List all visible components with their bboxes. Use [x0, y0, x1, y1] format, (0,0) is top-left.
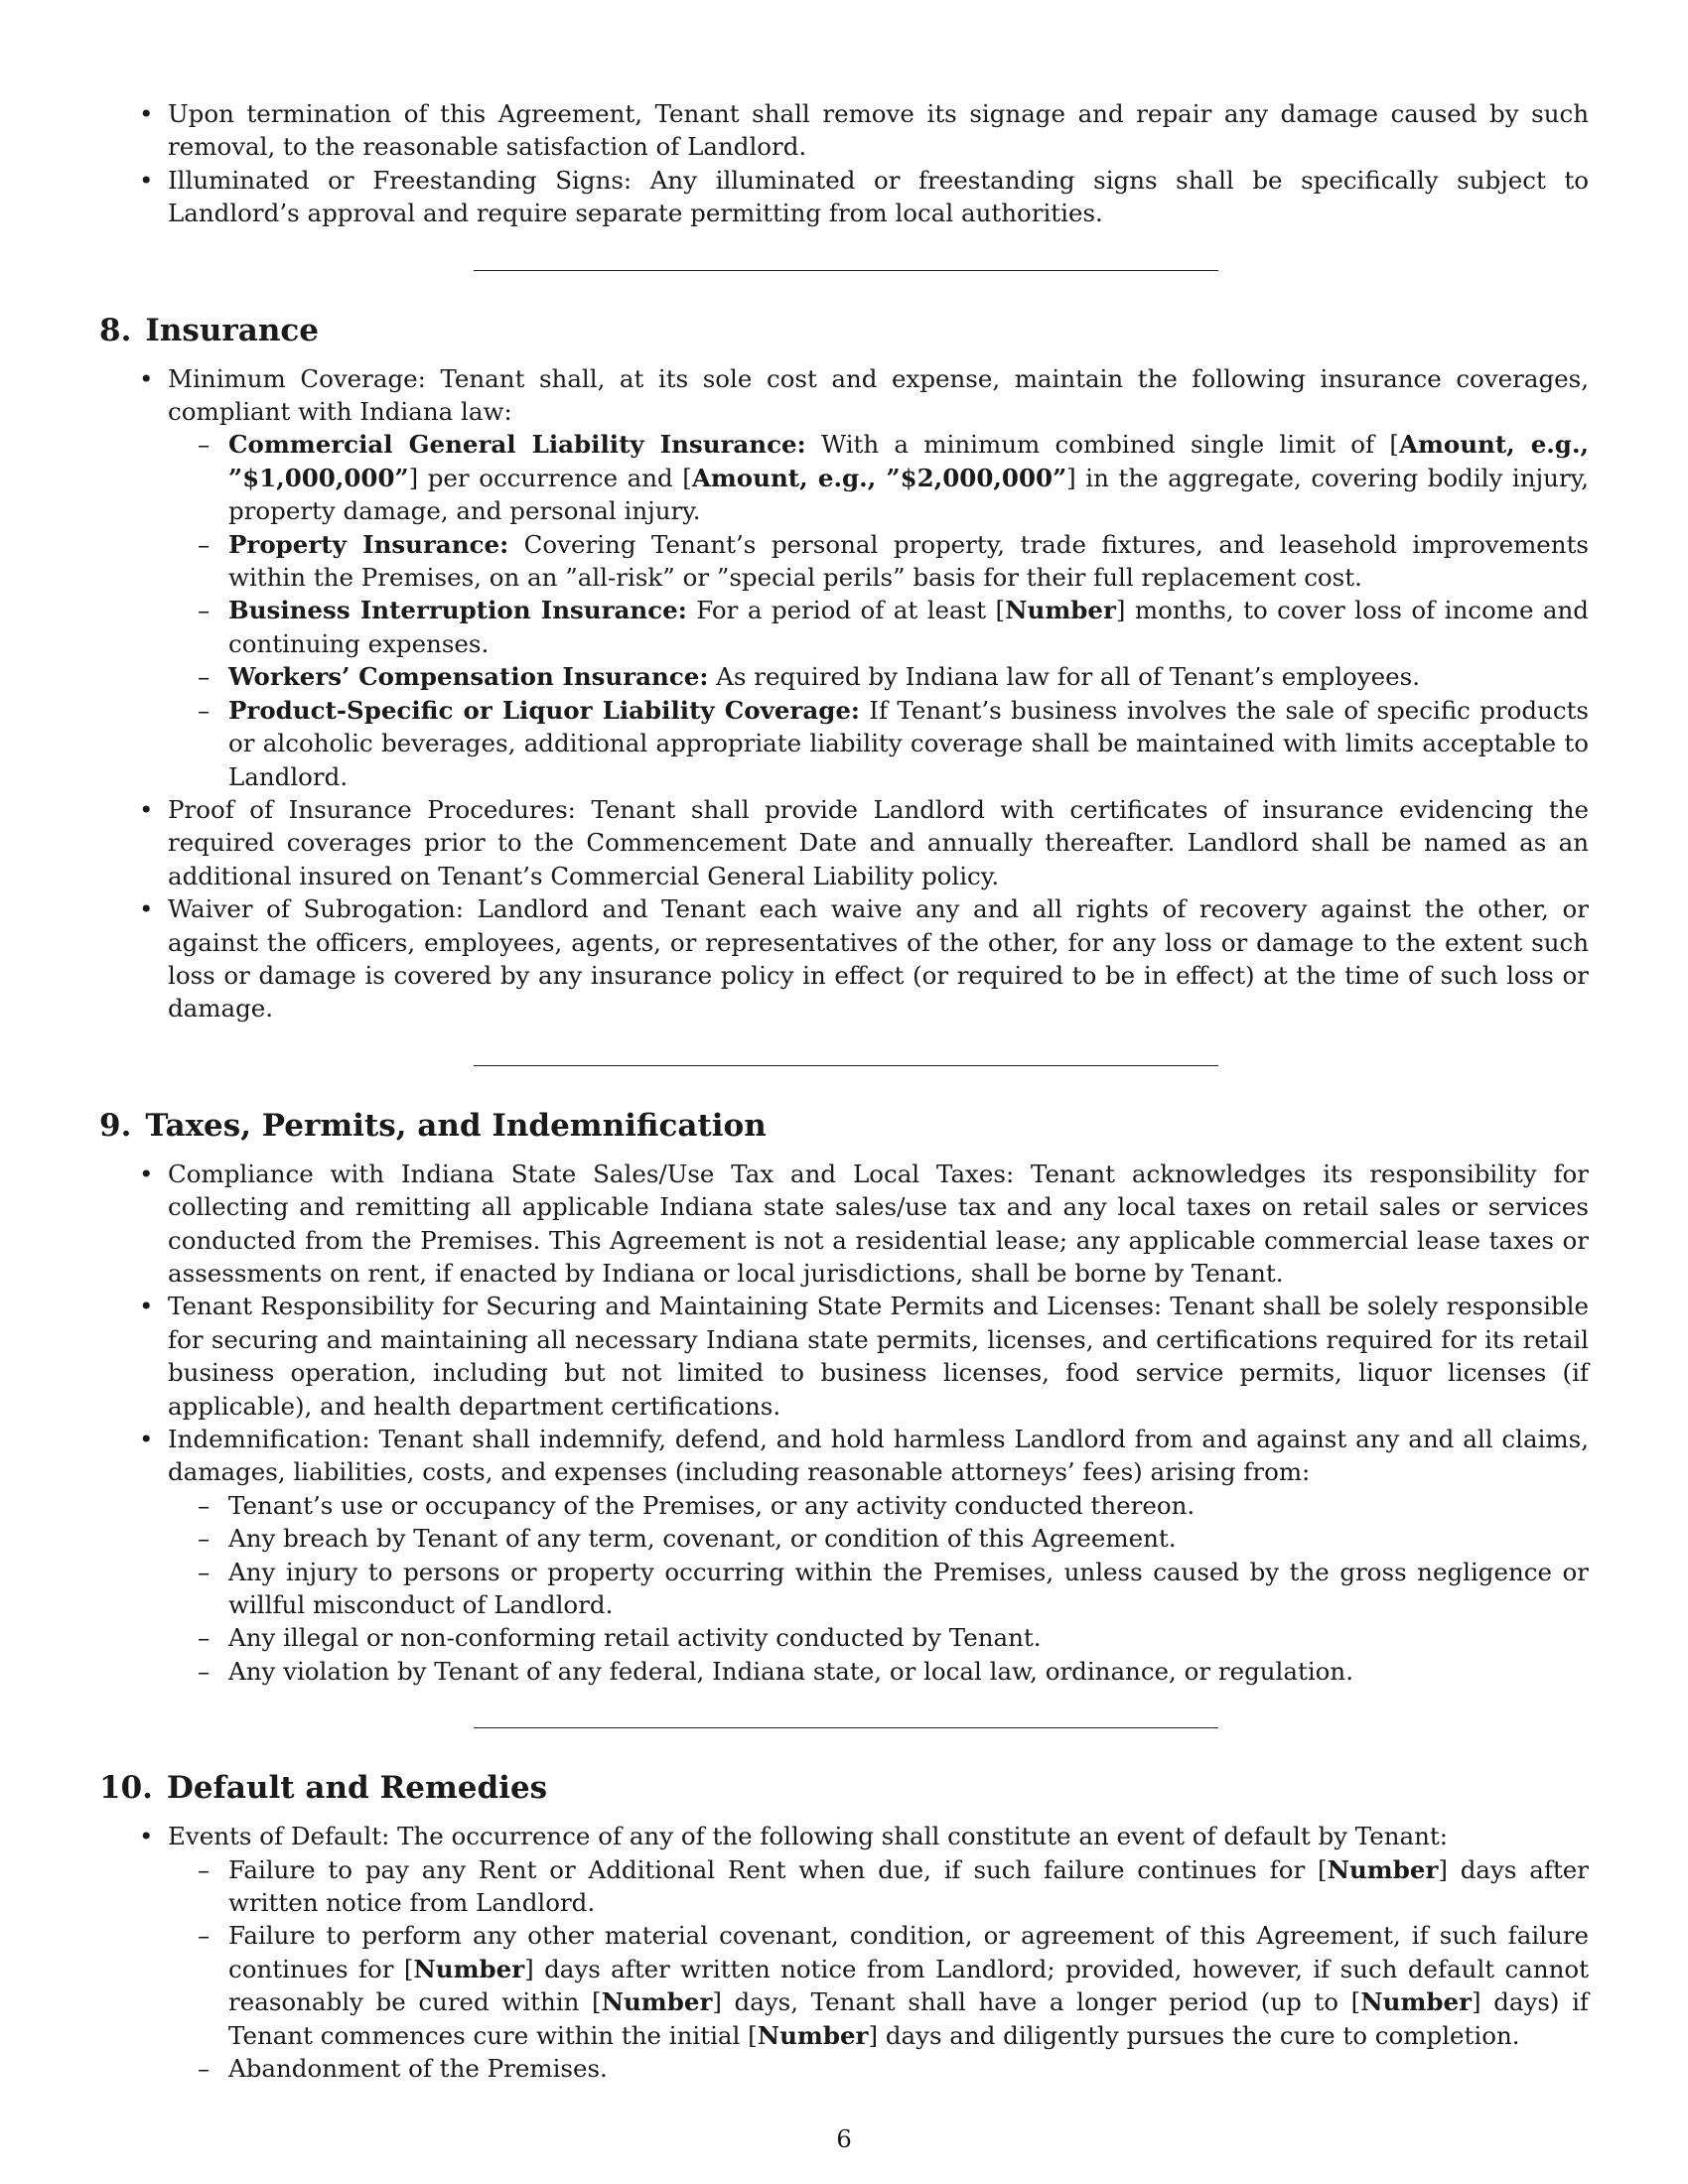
list-item: • Minimum Coverage: Tenant shall, at its sole cost and expense, maintain the following insurance coverages, compliant with Indiana law: – Commercial General Liability Insurance: With a minimum combined single limit of [Amount, e.g., ”$1,000,000”] per occurrence and [Amount, e.g., ”$2,000,000”] in the aggregate, covering bodily injury, property damage, and personal injury. – Property Insurance: Covering Tenant’s personal property, trade fixtures, and leasehold improvements within the Premises, on an ”all-risk” or ”special perils” basis for their full replacement cost. – Business Interruption Insurance: For a period of at least [Number] months, to cover loss of income and continuing expenses. – Workers’ Compensation Insurance: As required by Indiana law for all of Tenant’s employees. – Product-Specific or Liquor Liability Coverage: If Tenant’s business involves the sale of specific products or alcoholic beverages, additional appropriate liability coverage shall be maintained with limits acceptable to Landlord. [99, 362, 1589, 793]
sublist-item: – Failure to perform any other material covenant, condition, or agreement of this Agreement, if such failure continues for [Number] days after written notice from Landlord; provided, however, if such default cannot reasonably be cured within [Number] days, Tenant shall have a longer period (up to [Number] days) if Tenant commences cure within the initial [Number] days and diligently pursues the cure to completion. [168, 1919, 1589, 2052]
sublist-item: – Workers’ Compensation Insurance: As required by Indiana law for all of Tenant’s employees. [168, 660, 1589, 693]
sublist-item: – Tenant’s use or occupancy of the Premises, or any activity conducted thereon. [168, 1489, 1589, 1522]
list-item: • Upon termination of this Agreement, Tenant shall remove its signage and repair any damage caused by such removal, to the reasonable satisfaction of Landlord. [99, 97, 1589, 164]
coverage-sublist [168, 428, 1589, 792]
events-sublist [168, 1853, 1589, 2086]
list-item: • Events of Default: The occurrence of any of the following shall constitute an event of default by Tenant: – Failure to pay any Rent or Additional Rent when due, if such failure continues for [Number] days after written notice from Landlord. – Failure to perform any other material covenant, condition, or agreement of this Agreement, if such failure continues for [Number] days after written notice from Landlord; provided, however, if such default cannot reasonably be cured within [Number] days, Tenant shall have a longer period (up to [Number] days) if Tenant commences cure within the initial [Number] days and diligently pursues the cure to completion. – Abandonment of the Premises. [99, 1820, 1589, 2085]
list-item: • Compliance with Indiana State Sales/Use Tax and Local Taxes: Tenant acknowledges its responsibility for collecting and remitting all applicable Indiana state sales/use tax and any local taxes on retail sales or services conducted from the Premises. This Agreement is not a residential lease; any applicable commercial lease taxes or assessments on rent, if enacted by Indiana or local jurisdictions, shall be borne by Tenant. [99, 1158, 1589, 1291]
section-divider [474, 1727, 1218, 1728]
sublist-item: – Commercial General Liability Insurance: With a minimum combined single limit of [Amount, e.g., ”$1,000,000”] per occurrence and [Amount, e.g., ”$2,000,000”] in the aggregate, covering bodily injury, property damage, and personal injury. [168, 428, 1589, 527]
sublist-item: – Failure to pay any Rent or Additional Rent when due, if such failure continues for [Number] days after written notice from Landlord. [168, 1853, 1589, 1920]
sublist-item: – Any illegal or non-conforming retail activity conducted by Tenant. [168, 1621, 1589, 1654]
default-list [99, 1820, 1589, 2085]
list-item: • Tenant Responsibility for Securing and Maintaining State Permits and Licenses: Tenant shall be solely responsible for securing and maintaining all necessary Indiana state permits, licenses, and certifications required for its retail business operation, including but not limited to business licenses, food service permits, liquor licenses (if applicable), and health department certifications. [99, 1290, 1589, 1423]
sublist-item: – Any violation by Tenant of any federal, Indiana state, or local law, ordinance, or regulation. [168, 1655, 1589, 1688]
page-number: 6 [836, 2124, 852, 2153]
insurance-list [99, 362, 1589, 1025]
section-divider [474, 270, 1218, 271]
list-item: • Illuminated or Freestanding Signs: Any illuminated or freestanding signs shall be specifically subject to Landlord’s approval and require separate permitting from local authorities. [99, 164, 1589, 230]
sublist-item: – Business Interruption Insurance: For a period of at least [Number] months, to cover loss of income and continuing expenses. [168, 594, 1589, 660]
list-item: • Waiver of Subrogation: Landlord and Tenant each waive any and all rights of recovery against the other, or against the officers, employees, agents, or representatives of the other, for any loss or damage to the extent such loss or damage is covered by any insurance policy in effect (or required to be in effect) at the time of such loss or damage. [99, 892, 1589, 1025]
sublist-item: – Any breach by Tenant of any term, covenant, or condition of this Agreement. [168, 1522, 1589, 1555]
document-page [99, 97, 1589, 2086]
section-heading-insurance: 8. Insurance [99, 312, 319, 348]
sublist-item: – Abandonment of the Premises. [168, 2052, 1589, 2085]
sublist-item: – Product-Specific or Liquor Liability Coverage: If Tenant’s business involves the sale of specific products or alcoholic beverages, additional appropriate liability coverage shall be maintained with limits acceptable to Landlord. [168, 694, 1589, 793]
section-divider [474, 1065, 1218, 1066]
taxes-list [99, 1158, 1589, 1689]
section-heading-default: 10. Default and Remedies [99, 1770, 548, 1807]
list-item: • Indemnification: Tenant shall indemnify, defend, and hold harmless Landlord from and against any and all claims, damages, liabilities, costs, and expenses (including reasonable attorneys’ fees) arising from: – Tenant’s use or occupancy of the Premises, or any activity conducted thereon. – Any breach by Tenant of any term, covenant, or condition of this Agreement. – Any injury to persons or property occurring within the Premises, unless caused by the gross negligence or willful misconduct of Landlord. – Any illegal or non-conforming retail activity conducted by Tenant. – Any violation by Tenant of any federal, Indiana state, or local law, ordinance, or regulation. [99, 1423, 1589, 1688]
signage-list [99, 97, 1589, 230]
sublist-item: – Any injury to persons or property occurring within the Premises, unless caused by the gross negligence or willful misconduct of Landlord. [168, 1556, 1589, 1622]
section-heading-taxes: 9. Taxes, Permits, and Indemnification [99, 1107, 767, 1144]
list-item: • Proof of Insurance Procedures: Tenant shall provide Landlord with certificates of insurance evidencing the required coverages prior to the Commencement Date and annually thereafter. Landlord shall be named as an additional insured on Tenant’s Commercial General Liability policy. [99, 793, 1589, 892]
sublist-item: – Property Insurance: Covering Tenant’s personal property, trade fixtures, and leasehold improvements within the Premises, on an ”all-risk” or ”special perils” basis for their full replacement cost. [168, 528, 1589, 595]
indemnification-sublist [168, 1489, 1589, 1688]
